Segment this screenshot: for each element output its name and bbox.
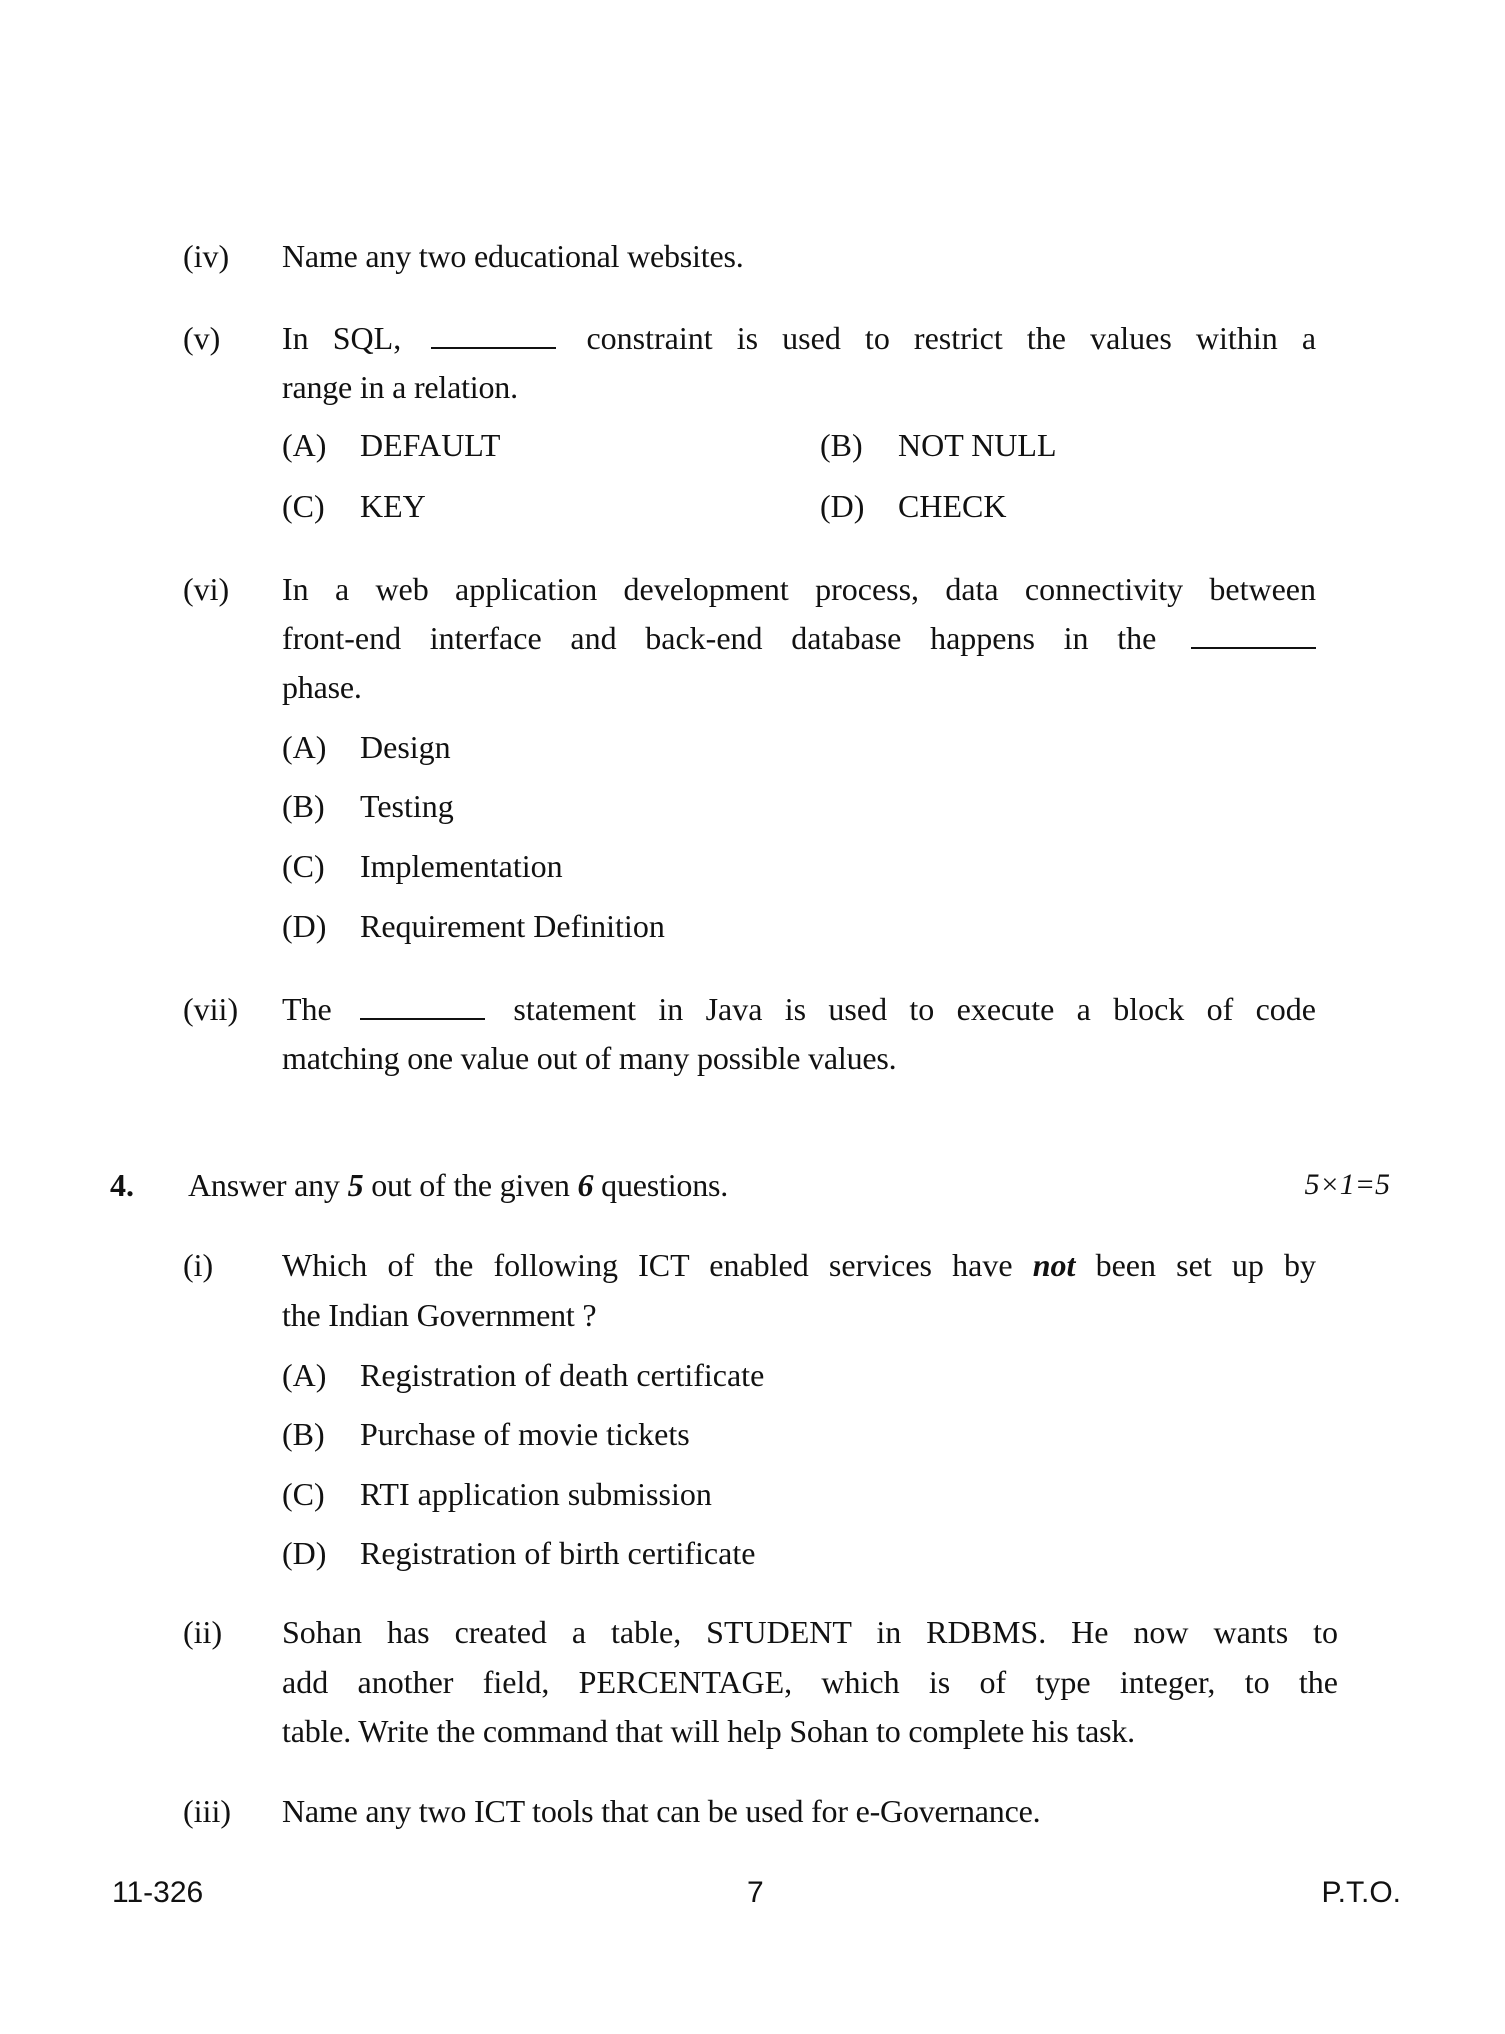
question-text-line: table. Write the command that will help Sohan to complete his task. [282, 1713, 1135, 1749]
question-number: (vii) [183, 991, 239, 1027]
option-label: (B) [282, 1416, 325, 1452]
question-number: (ii) [183, 1614, 223, 1650]
emphasis: not [1032, 1247, 1076, 1283]
question-text: The statement in Java is used to execute a block of code [282, 991, 1317, 1027]
option-text: Requirement Definition [360, 908, 665, 944]
question-number: (v) [183, 320, 221, 356]
option-label: (A) [282, 427, 327, 463]
option-label: (D) [282, 908, 327, 944]
please-turn-over: P.T.O. [1321, 1876, 1401, 1909]
marks-allocation: 5×1=5 [1304, 1168, 1390, 1201]
option-text: Purchase of movie tickets [360, 1416, 690, 1452]
option-text: Implementation [360, 848, 563, 884]
question-instruction: Answer any 5 out of the given 6 questions. [188, 1167, 729, 1203]
fill-in-blank [1191, 621, 1316, 649]
option-label: (C) [282, 848, 325, 884]
question-text: In SQL, constraint is used to restrict the values within a [282, 320, 1317, 356]
option-label: (B) [282, 788, 325, 824]
option-label: (B) [820, 427, 863, 463]
option-label: (D) [820, 488, 865, 524]
option-label: (C) [282, 1476, 325, 1512]
question-number: (iv) [183, 238, 230, 274]
option-text: DEFAULT [360, 427, 501, 463]
option-text: Design [360, 729, 451, 765]
option-text: RTI application submission [360, 1476, 712, 1512]
question-number: (i) [183, 1247, 214, 1283]
option-text: CHECK [898, 488, 1007, 524]
option-label: (D) [282, 1535, 327, 1571]
paper-code: 11-326 [112, 1876, 204, 1909]
page-number: 7 [747, 1876, 764, 1909]
option-label: (C) [282, 488, 325, 524]
question-text-line: front-end interface and back-end database happens in the [282, 618, 1316, 658]
question-text-line: In a web application development process, data connectivity between [282, 571, 1316, 607]
option-label: (A) [282, 729, 327, 765]
option-text: Registration of death certificate [360, 1357, 765, 1393]
question-number: (vi) [183, 571, 230, 607]
fill-in-blank [431, 321, 556, 349]
question-text-line: range in a relation. [282, 369, 518, 405]
question-number: 4. [110, 1167, 134, 1203]
question-text-line: add another field, PERCENTAGE, which is of type integer, to the [282, 1664, 1338, 1700]
question-number: (iii) [183, 1793, 231, 1829]
question-text-line: Sohan has created a table, STUDENT in RDBMS. He now wants to [282, 1614, 1338, 1650]
question-text-line: Which of the following ICT enabled services have not been set up by [282, 1247, 1317, 1283]
option-text: Registration of birth certificate [360, 1535, 756, 1571]
question-text: Name any two ICT tools that can be used for e-Governance. [282, 1793, 1041, 1829]
fill-in-blank [360, 992, 485, 1020]
question-text-line: phase. [282, 669, 362, 705]
question-text: Name any two educational websites. [282, 238, 744, 274]
question-text-line: the Indian Government ? [282, 1297, 597, 1333]
option-text: Testing [360, 788, 454, 824]
option-text: NOT NULL [898, 427, 1057, 463]
option-text: KEY [360, 488, 426, 524]
option-label: (A) [282, 1357, 327, 1393]
question-text-line: matching one value out of many possible values. [282, 1040, 897, 1076]
